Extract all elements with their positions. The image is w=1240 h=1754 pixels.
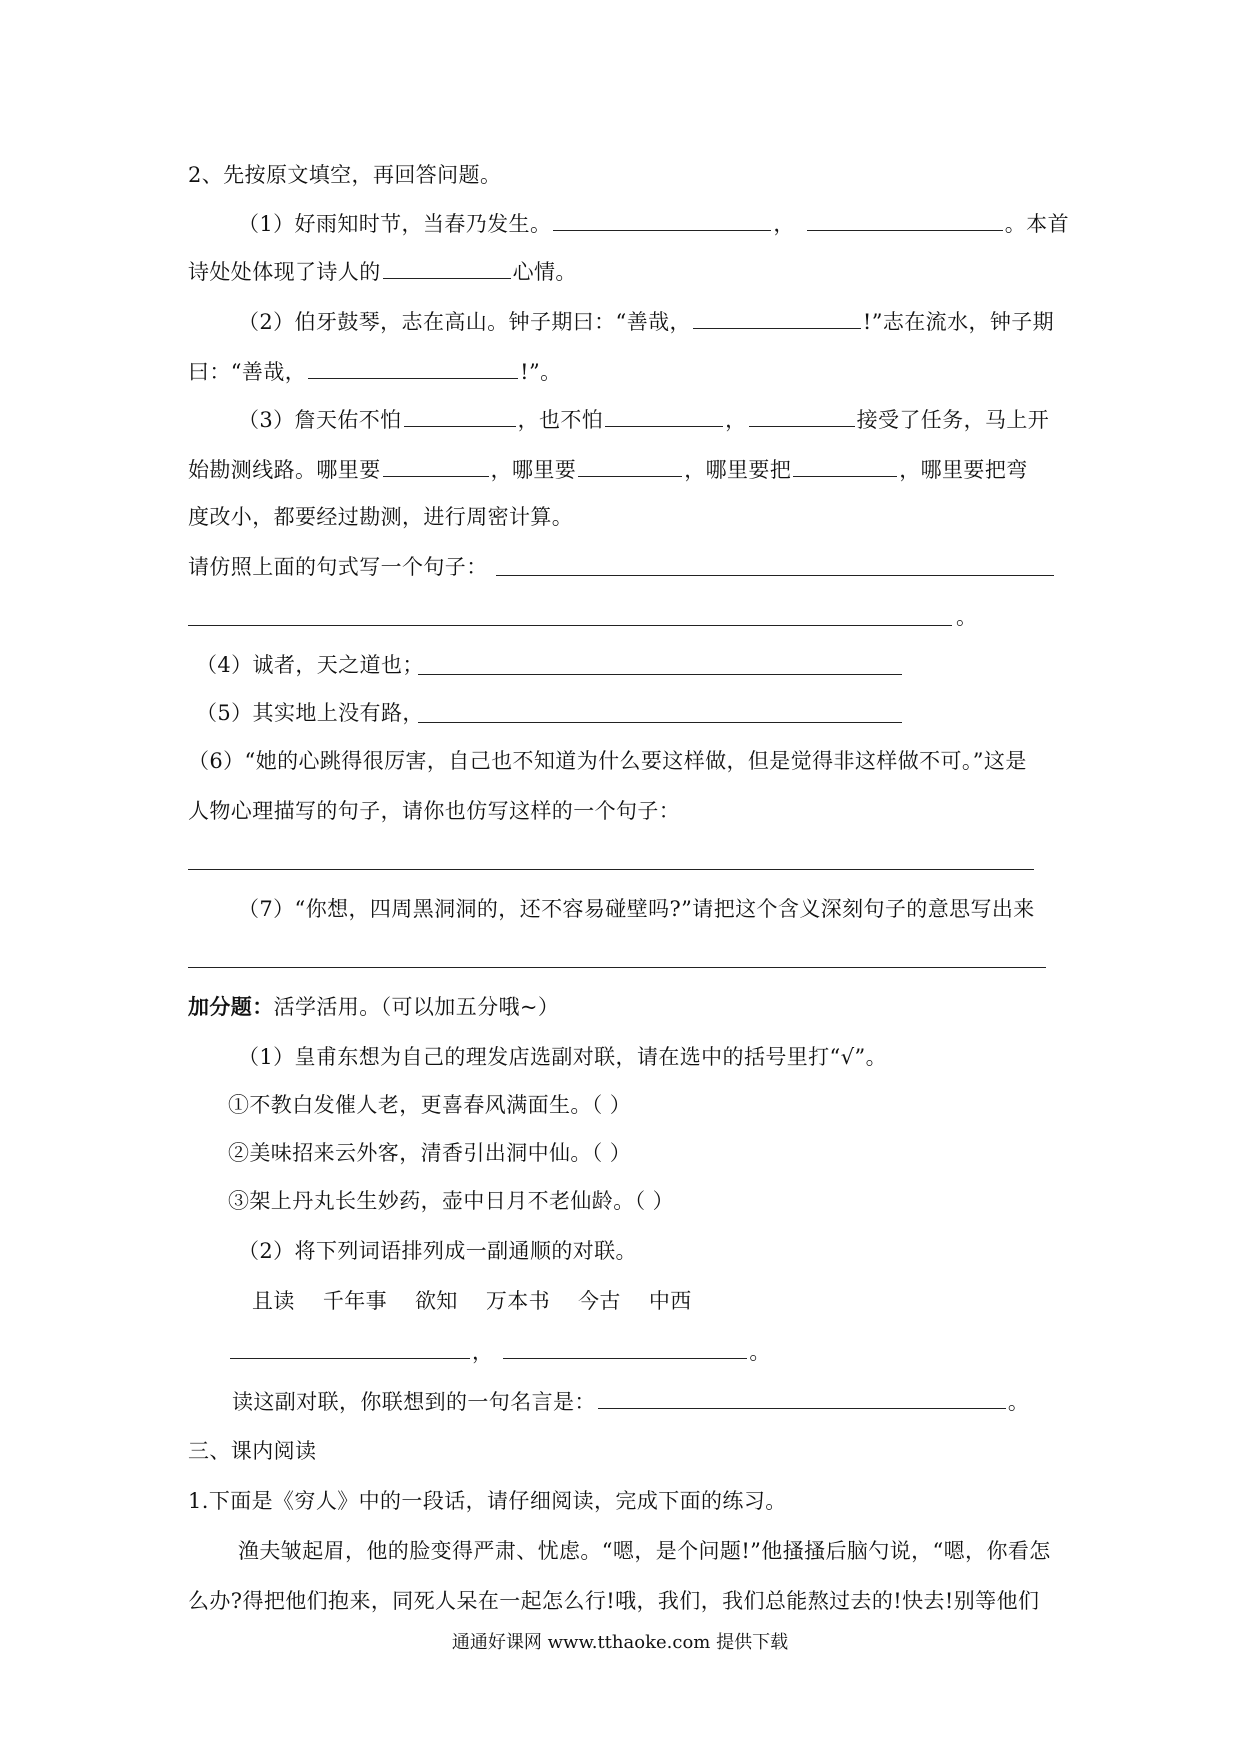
bonus-q1: （1）皇甫东想为自己的理发店选副对联，请在选中的括号里打“√”。: [238, 1045, 888, 1069]
quote-prompt: 读这副对联，你联想到的一句名言是：: [232, 1390, 596, 1414]
passage-line-2: 么办?得把他们抱来，同死人呆在一起怎么行!哦，我们，我们总能熬过去的!快去!别等他们: [188, 1589, 1040, 1613]
section3-title: 三、课内阅读: [188, 1439, 317, 1463]
word-item: 欲知: [415, 1289, 458, 1313]
q2-line2: [188, 356, 562, 387]
q3-text-f: ，哪里要: [490, 458, 577, 482]
q3-text-b: ，也不怕: [517, 408, 604, 432]
q3-blank-1[interactable]: [404, 404, 516, 427]
q3-end-mark: 。: [956, 605, 978, 629]
quote-blank[interactable]: [598, 1386, 1006, 1409]
q2-text-c: 曰：“善哉，: [188, 360, 307, 384]
word-item: 千年事: [322, 1289, 388, 1313]
quote-end: 。: [1007, 1390, 1030, 1414]
q3-text-e: 始勘测线路。哪里要: [188, 458, 381, 482]
q1-line2: [188, 256, 577, 287]
q6-line1: （6）“她的心跳得很厉害，自己也不知道为什么要这样做，但是觉得非这样做不可。”这是: [188, 749, 1027, 773]
q1-blank-2[interactable]: [807, 208, 1003, 231]
q3-text-d: 接受了任务，马上开: [856, 408, 1050, 432]
q4-prompt: （4）诚者，天之道也；: [196, 653, 424, 677]
q2-text-d: !”。: [520, 360, 562, 384]
q6-line2: 人物心理描写的句子，请你也仿写这样的一个句子：: [188, 799, 681, 823]
q3-line2: [188, 454, 1028, 485]
q1-sep: ，: [773, 212, 795, 236]
q3-blank-5[interactable]: [578, 454, 682, 477]
page-footer: 通通好课网 www.tthaoke.com 提供下载: [451, 1632, 789, 1653]
bonus-label: 加分题：: [188, 994, 274, 1019]
q1-text-c: 诗处处体现了诗人的: [188, 260, 381, 284]
q7-prompt: （7）“你想，四周黑洞洞的，还不容易碰壁吗?”请把这个含义深刻句子的意思写出来: [238, 897, 1035, 921]
q6-answer-line[interactable]: [188, 869, 1034, 870]
bonus-option-3[interactable]: ③架上丹丸长生妙药，壶中日月不老仙龄。（ ）: [228, 1189, 674, 1213]
q3-blank-3[interactable]: [749, 404, 855, 427]
q4-answer-line[interactable]: [418, 674, 902, 675]
q1-text-a: （1）好雨知时节，当春乃发生。: [238, 212, 552, 236]
word-list: [252, 1286, 720, 1316]
q3-text-h: ，哪里要把弯: [899, 458, 1028, 482]
couplet-end: 。: [749, 1340, 771, 1364]
quote-row: [232, 1386, 1029, 1417]
q2-text-a: （2）伯牙鼓琴，志在高山。钟子期曰：“善哉，: [238, 310, 691, 334]
q2-text-b: !”志在流水，钟子期: [862, 310, 1055, 334]
q1-text-d: 心情。: [512, 260, 577, 284]
q3-blank-4[interactable]: [383, 454, 489, 477]
q2-blank-2[interactable]: [308, 356, 518, 379]
couplet-sep: ，: [472, 1340, 494, 1364]
bonus-title: 活学活用。（可以加五分哦~）: [273, 995, 560, 1019]
q5-prompt: （5）其实地上没有路，: [196, 701, 424, 725]
q3-blank-2[interactable]: [605, 404, 723, 427]
q3-text-c: ，: [725, 408, 747, 432]
bonus-heading: [188, 992, 559, 1022]
bonus-option-1[interactable]: ①不教白发催人老，更喜春风满面生。（ ）: [228, 1093, 632, 1117]
q2-line1: [238, 306, 1054, 337]
couplet-answer-row: [228, 1336, 771, 1367]
word-item: 万本书: [485, 1289, 551, 1313]
q1-blank-3[interactable]: [383, 256, 511, 279]
q1-blank-1[interactable]: [553, 208, 771, 231]
word-item: 中西: [648, 1289, 692, 1313]
bonus-option-2[interactable]: ②美味招来云外客，清香引出洞中仙。（ ）: [228, 1141, 632, 1165]
q3-line3: 度改小，都要经过勘测，进行周密计算。: [188, 505, 574, 529]
q3-imitate-prompt: 请仿照上面的句式写一个句子：: [188, 555, 488, 579]
q3-text-g: ，哪里要把: [684, 458, 792, 482]
q3-text-a: （3）詹天佑不怕: [238, 408, 402, 432]
q2-blank-1[interactable]: [693, 306, 861, 329]
q3-answer-line-2[interactable]: [188, 625, 952, 626]
q7-answer-line[interactable]: [188, 967, 1046, 968]
section3-q1: 1.下面是《穷人》中的一段话，请仔细阅读，完成下面的练习。: [188, 1489, 787, 1513]
passage-line-1: 渔夫皱起眉，他的脸变得严肃、忧虑。“嗯，是个问题!”他搔搔后脑勺说，“嗯，你看怎: [238, 1539, 1051, 1563]
bonus-q2: （2）将下列词语排列成一副通顺的对联。: [238, 1239, 637, 1263]
q5-answer-line[interactable]: [418, 722, 902, 723]
q1-line1: [238, 208, 1069, 239]
q3-line1: [238, 404, 1049, 435]
couplet-blank-1[interactable]: [230, 1336, 470, 1359]
q3-blank-6[interactable]: [793, 454, 897, 477]
q3-answer-line-1[interactable]: [496, 575, 1054, 576]
couplet-blank-2[interactable]: [503, 1336, 747, 1359]
q1-text-b: 。本首: [1004, 212, 1069, 236]
section2-title: 2、先按原文填空，再回答问题。: [188, 163, 502, 187]
word-item: 且读: [252, 1289, 295, 1313]
word-item: 今古: [578, 1289, 621, 1313]
